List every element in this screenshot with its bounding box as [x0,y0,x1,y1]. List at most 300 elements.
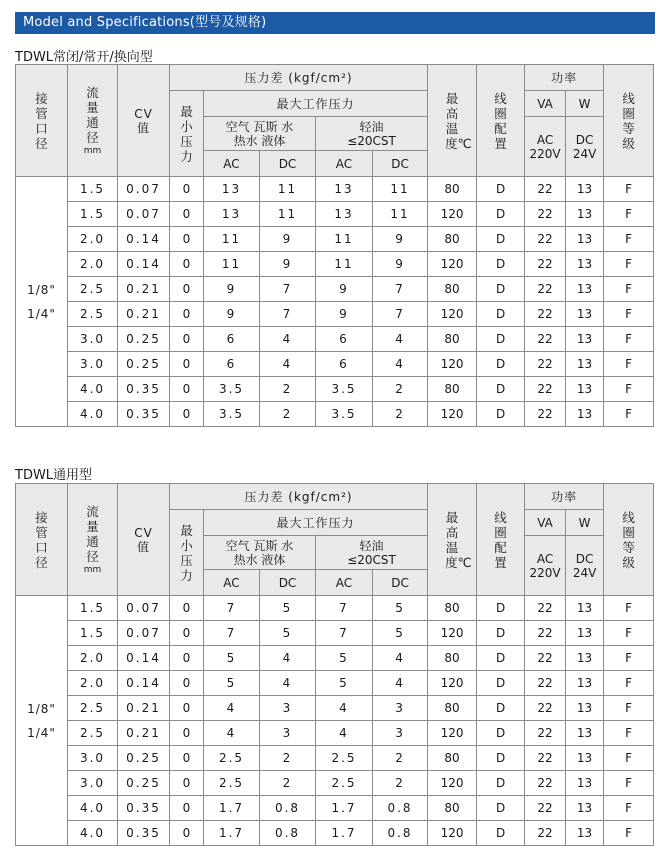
table-cell: 3.0 [68,352,118,377]
table-cell: 0 [170,646,204,671]
table-cell: 120 [428,302,477,327]
table-cell: 0 [170,596,204,621]
table-cell: 120 [428,671,477,696]
table-cell: D [477,177,525,202]
table-cell: 11 [316,252,373,277]
table-cell: 80 [428,227,477,252]
table-cell: 13 [566,252,604,277]
table-1-title: TDWL常闭/常开/换向型 [15,50,153,65]
table-cell: 5 [260,596,316,621]
table-cell: D [477,302,525,327]
table-cell: 22 [525,796,566,821]
table-cell: 6 [204,352,260,377]
table-cell: F [604,277,654,302]
table-cell: 13 [566,646,604,671]
table-cell: 3.0 [68,771,118,796]
header-coil-config: 线圈配置 [477,484,525,596]
table-cell: 11 [260,202,316,227]
table-cell: 22 [525,377,566,402]
table-cell: 0.8 [260,796,316,821]
table-cell: 9 [260,252,316,277]
table-cell: 0 [170,621,204,646]
table-row [16,771,654,796]
table-cell: D [477,721,525,746]
table-cell: 9 [316,302,373,327]
table-cell: 4.0 [68,377,118,402]
table-cell: 80 [428,746,477,771]
table-cell: 13 [566,352,604,377]
table-cell: 2 [260,746,316,771]
table-cell: 0.25 [118,746,170,771]
table-cell: 5 [204,671,260,696]
table-cell: 2 [373,402,428,427]
header-cv: CV 值 [118,65,170,177]
table-cell: D [477,821,525,846]
table-cell: 22 [525,352,566,377]
table-cell: 2.0 [68,671,118,696]
table-cell: F [604,177,654,202]
table-cell: 4 [316,721,373,746]
port-size-value: 1/4" [27,306,56,321]
table-row [16,277,654,302]
table-cell: 3.5 [316,402,373,427]
table-cell: 22 [525,252,566,277]
table-cell: 2 [373,746,428,771]
table-cell: 13 [566,377,604,402]
table-cell: 1.5 [68,202,118,227]
table-row [16,821,654,846]
table-cell: 22 [525,821,566,846]
table-cell: 80 [428,177,477,202]
table-cell: 13 [566,302,604,327]
table-cell: 22 [525,771,566,796]
table-cell: 11 [373,177,428,202]
table-row [16,227,654,252]
table-cell: 13 [566,327,604,352]
table-cell: 4 [373,646,428,671]
header-dc-24v: DC 24V [566,536,604,596]
section-banner: Model and Specifications(型号及规格) [15,12,655,34]
table-cell: 0 [170,821,204,846]
table-cell: 0.07 [118,621,170,646]
table-cell: 0.14 [118,227,170,252]
table-cell: 9 [260,227,316,252]
table-cell: 1.5 [68,621,118,646]
header-min-pressure: 最小压力 [170,510,204,596]
table-cell: 0.25 [118,771,170,796]
table-cell: D [477,327,525,352]
table-cell: 5 [373,621,428,646]
table-cell: 13 [566,796,604,821]
table-cell: D [477,696,525,721]
table-cell: 3 [373,696,428,721]
table-cell: 22 [525,746,566,771]
table-cell: 2.5 [316,771,373,796]
table-cell: 0.07 [118,177,170,202]
table-cell: 1.5 [68,177,118,202]
table-cell: 13 [204,177,260,202]
table-cell: F [604,646,654,671]
table-cell: 2.5 [68,277,118,302]
table-cell: 0 [170,252,204,277]
table-cell: 5 [316,646,373,671]
table-cell: 0 [170,746,204,771]
header-max-work-pressure: 最大工作压力 [204,91,428,117]
table-cell: 0.35 [118,821,170,846]
table-cell: D [477,771,525,796]
table-cell: 3.5 [204,377,260,402]
table-cell: D [477,746,525,771]
header-min-pressure: 最小压力 [170,91,204,177]
table-cell: 5 [373,596,428,621]
header-dc: DC [373,151,428,177]
table-row [16,696,654,721]
table-cell: 1.7 [316,796,373,821]
table-cell: 120 [428,721,477,746]
table-cell: F [604,596,654,621]
table-cell: D [477,796,525,821]
header-medium-light-oil: 轻油 ≤20CST [316,536,428,570]
table-cell: 0.25 [118,352,170,377]
table-row [16,352,654,377]
table-cell: 13 [316,202,373,227]
table-cell: 120 [428,252,477,277]
table-row [16,721,654,746]
table-row [16,377,654,402]
table-cell: 3.0 [68,327,118,352]
table-cell: 0.21 [118,277,170,302]
spec-table-2 [15,483,654,846]
header-ac-220v: AC 220V [525,536,566,596]
table-cell: 0.14 [118,646,170,671]
table-cell: D [477,227,525,252]
table-cell: 2 [373,377,428,402]
table-cell: F [604,402,654,427]
table-row [16,252,654,277]
table-cell: 9 [316,277,373,302]
table-cell: 13 [566,402,604,427]
table-cell: 120 [428,402,477,427]
table-cell: 22 [525,277,566,302]
header-va: VA [525,510,566,536]
table-cell: 2.5 [204,771,260,796]
table-cell: 0 [170,327,204,352]
table-cell: 11 [316,227,373,252]
table-cell: 0 [170,227,204,252]
header-pressure-diff: 压力差 (kgf/cm²) [170,484,428,510]
table-cell: 2.0 [68,252,118,277]
table-cell: 4 [260,327,316,352]
table-cell: 80 [428,646,477,671]
table-cell: 13 [566,277,604,302]
table-cell: 9 [373,227,428,252]
table-cell: 4 [260,671,316,696]
header-coil-grade: 线圈等级 [604,484,654,596]
table-cell: 4 [316,696,373,721]
header-flow-diameter: 流量通径 mm [68,484,118,596]
header-dc: DC [373,570,428,596]
table-cell: 0 [170,277,204,302]
table-cell: 1.7 [316,821,373,846]
table-cell: 5 [260,621,316,646]
table-cell: D [477,596,525,621]
spec-table-1 [15,64,654,427]
table-cell: F [604,721,654,746]
header-pressure-diff: 压力差 (kgf/cm²) [170,65,428,91]
header-va: VA [525,91,566,117]
table-cell: 11 [204,227,260,252]
table-row [16,402,654,427]
table-cell: 120 [428,621,477,646]
header-ac: AC [316,151,373,177]
table-cell: 0.8 [373,796,428,821]
table-cell: 3.5 [204,402,260,427]
table-cell: F [604,202,654,227]
header-ac-220v: AC 220V [525,117,566,177]
table-cell: 5 [316,671,373,696]
table-cell: 1.7 [204,796,260,821]
table-cell: F [604,227,654,252]
table-cell: 3 [260,696,316,721]
table-cell: 2.5 [316,746,373,771]
table-row [16,621,654,646]
table-cell: 0 [170,696,204,721]
table-cell: 0.07 [118,202,170,227]
table-cell: 0 [170,302,204,327]
header-medium-light-oil: 轻油 ≤20CST [316,117,428,151]
table-cell: 0.25 [118,327,170,352]
table-cell: D [477,377,525,402]
table-cell: 80 [428,377,477,402]
header-power: 功率 [525,484,604,510]
table-cell: 6 [316,327,373,352]
table-cell: 4.0 [68,402,118,427]
table-cell: 13 [566,177,604,202]
table-cell: 0.35 [118,796,170,821]
table-cell: 3 [260,721,316,746]
header-coil-config: 线圈配置 [477,65,525,177]
table-cell: F [604,302,654,327]
header-dc: DC [260,570,316,596]
table-cell: 1.5 [68,596,118,621]
table-cell: 1.7 [204,821,260,846]
table-cell: 4 [373,352,428,377]
table-cell: 13 [566,746,604,771]
table-cell: D [477,646,525,671]
table-cell: 13 [566,696,604,721]
table-cell: 3 [373,721,428,746]
table-cell: 0 [170,721,204,746]
table-cell: 0.21 [118,302,170,327]
table-cell: 6 [316,352,373,377]
header-coil-grade: 线圈等级 [604,65,654,177]
table-cell: 7 [260,302,316,327]
table-cell: F [604,821,654,846]
table-cell: 11 [204,252,260,277]
table-cell: 0.21 [118,721,170,746]
table-cell: F [604,621,654,646]
table-cell: 5 [204,646,260,671]
table-cell: 0.35 [118,377,170,402]
table-cell: D [477,277,525,302]
table-cell: F [604,252,654,277]
header-medium-air-water: 空气 瓦斯 水 热水 液体 [204,536,316,570]
table-cell: 4.0 [68,796,118,821]
table-cell: 3.5 [316,377,373,402]
table-cell: 13 [204,202,260,227]
table-cell: 7 [373,302,428,327]
header-ac: AC [204,570,260,596]
table-row [16,202,654,227]
table-cell: 9 [204,302,260,327]
table-cell: 22 [525,696,566,721]
table-row [16,596,654,621]
table-cell: 13 [566,771,604,796]
table-cell: 6 [204,327,260,352]
table-cell: 80 [428,277,477,302]
table-cell: 13 [566,621,604,646]
port-size-cell [16,177,68,427]
table-cell: 22 [525,302,566,327]
table-cell: 2.0 [68,227,118,252]
header-flow-diameter: 流量通径 mm [68,65,118,177]
table-cell: 3.0 [68,746,118,771]
table-row [16,302,654,327]
table-cell: 2.5 [204,746,260,771]
table-cell: 120 [428,352,477,377]
table-cell: 22 [525,202,566,227]
header-dc-24v: DC 24V [566,117,604,177]
table-cell: 0.21 [118,696,170,721]
table-cell: D [477,352,525,377]
table-cell: F [604,696,654,721]
table-cell: 80 [428,327,477,352]
table-cell: 13 [316,177,373,202]
port-size-value: 1/8" [27,282,56,297]
table-cell: D [477,202,525,227]
table-cell: 7 [260,277,316,302]
table-cell: 2 [373,771,428,796]
header-ac: AC [316,570,373,596]
table-cell: 0.14 [118,671,170,696]
table-row [16,327,654,352]
table-cell: F [604,377,654,402]
table-cell: 0 [170,352,204,377]
table-cell: 2 [260,771,316,796]
table-cell: 0.8 [373,821,428,846]
table-cell: 0.07 [118,596,170,621]
table-cell: 22 [525,402,566,427]
header-dc: DC [260,151,316,177]
table-cell: 0.8 [260,821,316,846]
table-cell: 22 [525,621,566,646]
header-w: W [566,91,604,117]
port-size-value: 1/8" [27,701,56,716]
table-cell: 120 [428,771,477,796]
table-cell: 4 [373,327,428,352]
table-cell: 0.35 [118,402,170,427]
table-cell: 7 [316,621,373,646]
table-row [16,671,654,696]
header-port-size: 接管口径 [16,65,68,177]
table-cell: 0 [170,377,204,402]
table-cell: 80 [428,596,477,621]
header-w: W [566,510,604,536]
table-cell: 13 [566,227,604,252]
table-cell: 22 [525,596,566,621]
header-max-work-pressure: 最大工作压力 [204,510,428,536]
table-row [16,796,654,821]
table-cell: 4 [204,696,260,721]
table-cell: D [477,671,525,696]
table-row [16,746,654,771]
table-cell: 11 [260,177,316,202]
table-cell: D [477,252,525,277]
table-cell: 80 [428,696,477,721]
port-size-cell [16,596,68,846]
header-port-size: 接管口径 [16,484,68,596]
table-cell: 0 [170,796,204,821]
table-cell: 13 [566,596,604,621]
table-cell: 9 [204,277,260,302]
table-cell: 13 [566,721,604,746]
table-cell: 7 [204,596,260,621]
table-cell: 4 [260,352,316,377]
table-row [16,177,654,202]
table-cell: 4 [373,671,428,696]
header-cv: CV 值 [118,484,170,596]
table-cell: 0.14 [118,252,170,277]
table-cell: 22 [525,646,566,671]
table-cell: D [477,402,525,427]
table-cell: 0 [170,671,204,696]
header-power: 功率 [525,65,604,91]
header-max-temp: 最高温度℃ [428,65,477,177]
table-cell: F [604,327,654,352]
table-cell: 2 [260,377,316,402]
table-cell: 0 [170,177,204,202]
table-cell: 7 [373,277,428,302]
table-cell: F [604,352,654,377]
table-cell: 2.5 [68,721,118,746]
table-cell: 9 [373,252,428,277]
table-row [16,646,654,671]
table-cell: 13 [566,202,604,227]
table-cell: F [604,796,654,821]
header-ac: AC [204,151,260,177]
header-max-temp: 最高温度℃ [428,484,477,596]
table-cell: 13 [566,671,604,696]
table-cell: D [477,621,525,646]
table-cell: 0 [170,402,204,427]
table-cell: 22 [525,671,566,696]
table-cell: F [604,746,654,771]
table-cell: 2 [260,402,316,427]
table-cell: 13 [566,821,604,846]
table-2-title: TDWL通用型 [15,468,93,483]
table-cell: 22 [525,177,566,202]
table-cell: 2.5 [68,302,118,327]
table-cell: 120 [428,821,477,846]
table-cell: F [604,671,654,696]
table-cell: 7 [316,596,373,621]
table-cell: 0 [170,771,204,796]
header-medium-air-water: 空气 瓦斯 水 热水 液体 [204,117,316,151]
table-cell: 4 [260,646,316,671]
table-cell: 22 [525,721,566,746]
table-cell: 11 [373,202,428,227]
table-cell: 7 [204,621,260,646]
